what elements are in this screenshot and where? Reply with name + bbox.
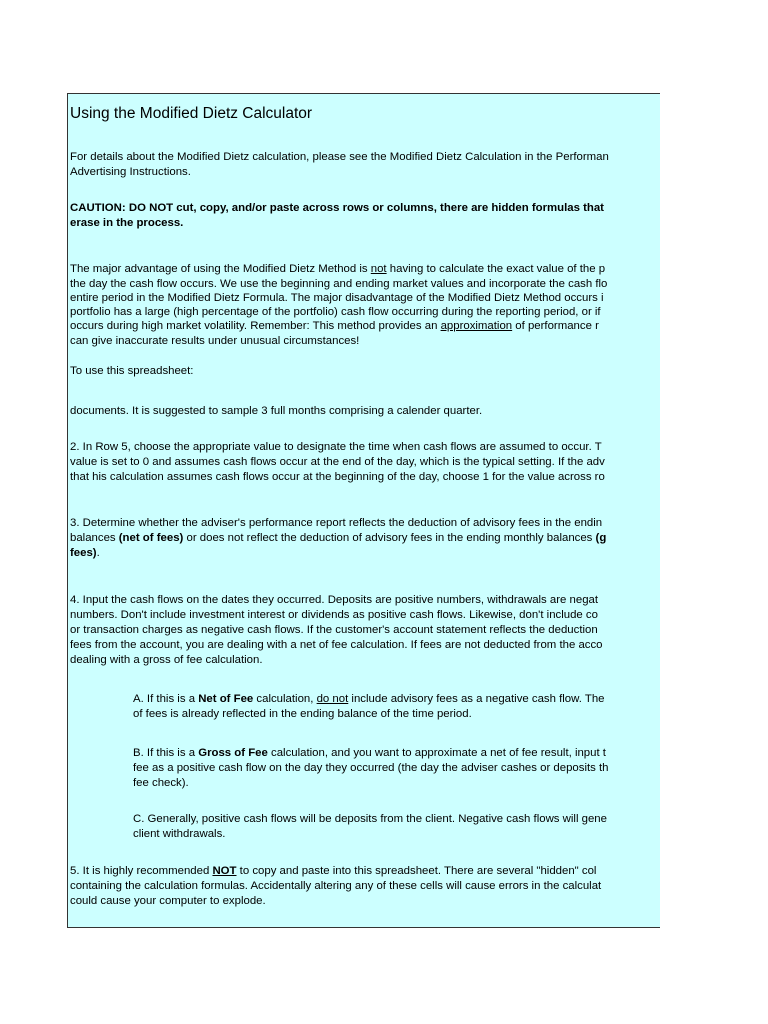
step4-line-1: 4. Input the cash flows on the dates they occurred. Deposits are positive numbers, withdrawals are negat <box>70 594 599 606</box>
step5-line-3: could cause your computer to explode. <box>70 895 266 907</box>
details-line-2: Advertising Instructions. <box>70 166 191 178</box>
advantage-line-6: can give inaccurate results under unusual circumstances! <box>70 335 360 347</box>
not-underlined: not <box>370 263 387 275</box>
advantage-line-3: entire period in the Modified Dietz Formula. The major disadvantage of the Modified Dietz Method occurs i <box>70 292 604 304</box>
advantage-line-1: The major advantage of using the Modified Dietz Method is not having to calculate the exact value of the p <box>70 263 606 275</box>
step2-line-1: 2. In Row 5, choose the appropriate value to designate the time when cash flows are assumed to occur. T <box>70 441 602 453</box>
item-c-line-2: client withdrawals. <box>133 828 226 840</box>
caution-line-1: CAUTION: DO NOT cut, copy, and/or paste across rows or columns, there are hidden formulas that <box>70 202 604 214</box>
spreadsheet-text-box <box>67 93 660 928</box>
step5-line-2: containing the calculation formulas. Accidentally altering any of these cells will cause errors in the calculat <box>70 880 602 892</box>
item-b-line-3: fee check). <box>133 777 189 789</box>
item-a-line-1: A. If this is a Net of Fee calculation, do not include advisory fees as a negative cash flow. The <box>133 693 605 705</box>
item-a-line-2: of fees is already reflected in the ending balance of the time period. <box>133 708 472 720</box>
step3-line-2: balances (net of fees) or does not reflect the deduction of advisory fees in the ending monthly balances (g <box>70 532 607 544</box>
item-b-line-1: B. If this is a Gross of Fee calculation, and you want to approximate a net of fee result, input t <box>133 747 606 759</box>
details-line-1: For details about the Modified Dietz calculation, please see the Modified Dietz Calculation in the Performan <box>70 151 609 163</box>
advantage-line-4: portfolio has a large (high percentage of the portfolio) cash flow occurring during the reporting period, or if <box>70 306 601 318</box>
step3-line-1: 3. Determine whether the adviser's performance report reflects the deduction of advisory fees in the endin <box>70 517 603 529</box>
step2-line-2: value is set to 0 and assumes cash flows occur at the end of the day, which is the typical setting. If the adv <box>70 456 605 468</box>
step4-line-5: dealing with a gross of fee calculation. <box>70 654 263 666</box>
advantage-line-2: the day the cash flow occurs. We use the beginning and ending market values and incorporate the cash flo <box>70 278 608 290</box>
step4-line-2: numbers. Don't include investment interest or dividends as positive cash flows. Likewise, don't include co <box>70 609 598 621</box>
item-c-line-1: C. Generally, positive cash flows will be deposits from the client. Negative cash flows will gene <box>133 813 607 825</box>
step2-line-3: that his calculation assumes cash flows occur at the beginning of the day, choose 1 for the value across ro <box>70 471 605 483</box>
use-intro: To use this spreadsheet: <box>70 365 194 377</box>
page-title: Using the Modified Dietz Calculator <box>70 105 313 122</box>
advantage-line-5: occurs during high market volatility. Remember: This method provides an approximation of performance r <box>70 320 599 332</box>
step1-tail: documents. It is suggested to sample 3 full months comprising a calender quarter. <box>70 405 483 417</box>
step5-line-1: 5. It is highly recommended NOT to copy and paste into this spreadsheet. There are several "hidden" col <box>70 865 597 877</box>
step4-line-4: fees from the account, you are dealing with a net of fee calculation. If fees are not deducted from the acco <box>70 639 603 651</box>
item-b-line-2: fee as a positive cash flow on the day they occurred (the day the adviser cashes or deposits th <box>133 762 609 774</box>
approximation-underlined: approximation <box>440 320 513 332</box>
caution-line-2: erase in the process. <box>70 217 184 229</box>
step3-line-3: fees). <box>70 547 100 559</box>
step4-line-3: or transaction charges as negative cash flows. If the customer's account statement reflects the deduction <box>70 624 598 636</box>
